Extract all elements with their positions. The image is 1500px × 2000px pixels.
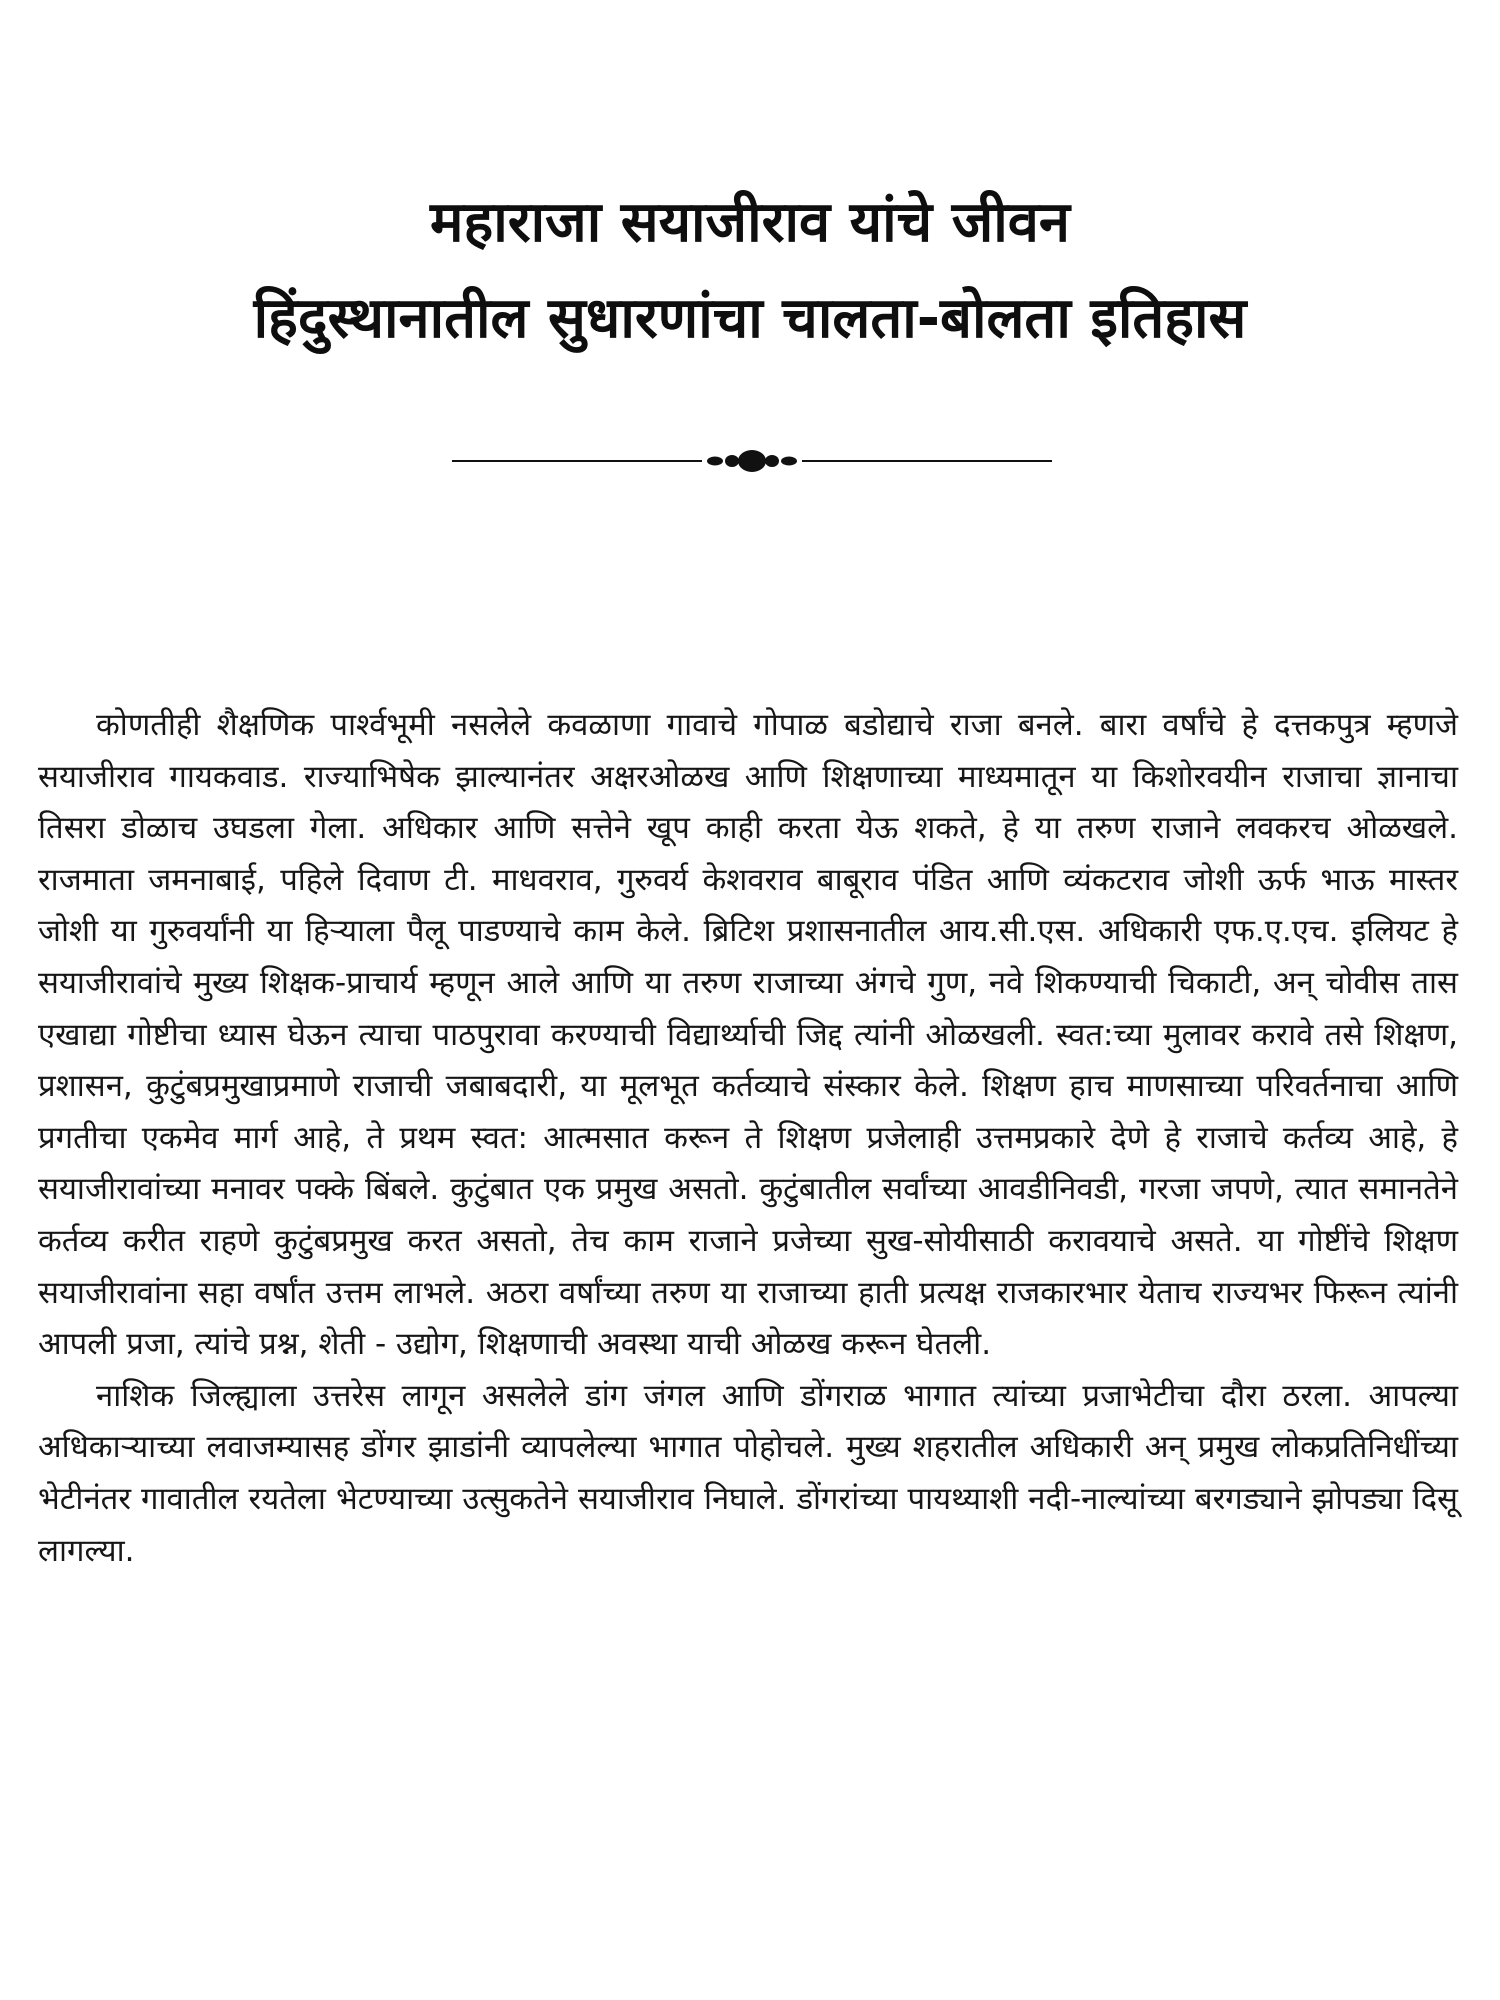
- decorative-divider-icon: [452, 446, 1052, 476]
- chapter-body: [38, 700, 1458, 1577]
- paragraph-2: नाशिक जिल्ह्याला उत्तरेस लागून असलेले डांग जंगल आणि डोंगराळ भागात त्यांच्या प्रजाभेटीचा दौरा ठरला. आपल्या अधिकाऱ्याच्या लवाजम्यासह डोंगर झाडांनी व्यापलेल्या भागात पोहोचले. मुख्य शहरातील अधिकारी अन् प्रमुख लोकप्रतिनिधींच्या भेटीनंतर गावातील रयतेला भेटण्याच्या उत्सुकतेने सयाजीराव निघाले. डोंगरांच्या पायथ्याशी नदी-नाल्यांच्या बरगड्याने झोपड्या दिसू लागल्या.: [38, 1377, 1458, 1569]
- chapter-title-line-1: महाराजा सयाजीराव यांचे जीवन: [430, 190, 1070, 255]
- chapter-title: [60, 175, 1440, 367]
- paragraph-1: कोणतीही शैक्षणिक पार्श्वभूमी नसलेले कवळाणा गावाचे गोपाळ बडोद्याचे राजा बनले. बारा वर्षांचे हे दत्तकपुत्र म्हणजे सयाजीराव गायकवाड. राज्याभिषेक झाल्यानंतर अक्षरओळख आणि शिक्षणाच्या माध्यमातून या किशोरवयीन राजाचा ज्ञानाचा तिसरा डोळाच उघडला गेला. अधिकार आणि सत्तेने खूप काही करता येऊ शकते, हे या तरुण राजाने लवकरच ओळखले. राजमाता जमनाबाई, पहिले दिवाण टी. माधवराव, गुरुवर्य केशवराव बाबूराव पंडित आणि व्यंकटराव जोशी ऊर्फ भाऊ मास्तर जोशी या गुरुवर्यांनी या हिऱ्याला पैलू पाडण्याचे काम केले. ब्रिटिश प्रशासनातील आय.सी.एस. अधिकारी एफ.ए.एच. इलियट हे सयाजीरावांचे मुख्य शिक्षक-प्राचार्य म्हणून आले आणि या तरुण राजाच्या अंगचे गुण, नवे शिकण्याची चिकाटी, अन् चोवीस तास एखाद्या गोष्टीचा ध्यास घेऊन त्याचा पाठपुरावा करण्याची विद्यार्थ्याची जिद्द त्यांनी ओळखली. स्वत:च्या मुलावर करावे तसे शिक्षण, प्रशासन, कुटुंबप्रमुखाप्रमाणे राजाची जबाबदारी, या मूलभूत कर्तव्याचे संस्कार केले. शिक्षण हाच माणसाच्या परिवर्तनाचा आणि प्रगतीचा एकमेव मार्ग आहे, ते प्रथम स्वत: आत्मसात करून ते शिक्षण प्रजेलाही उत्तमप्रकारे देणे हे राजाचे कर्तव्य आहे, हे सयाजीरावांच्या मनावर पक्के बिंबले. कुटुंबात एक प्रमुख असतो. कुटुंबातील सर्वांच्या आवडीनिवडी, गरजा जपणे, त्यात समानतेने कर्तव्य करीत राहणे कुटुंबप्रमुख करत असतो, तेच काम राजाने प्रजेच्या सुख-सोयीसाठी करावयाचे असते. या गोष्टींचे शिक्षण सयाजीरावांना सहा वर्षांत उत्तम लाभले. अठरा वर्षांच्या तरुण या राजाच्या हाती प्रत्यक्ष राजकारभार येताच राज्यभर फिरून त्यांनी आपली प्रजा, त्यांचे प्रश्न, शेती - उद्योग, शिक्षणाची अवस्था याची ओळख करून घेतली.: [38, 707, 1458, 1363]
- chapter-title-line-2: हिंदुस्थानातील सुधारणांचा चालता-बोलता इतिहास: [253, 286, 1247, 351]
